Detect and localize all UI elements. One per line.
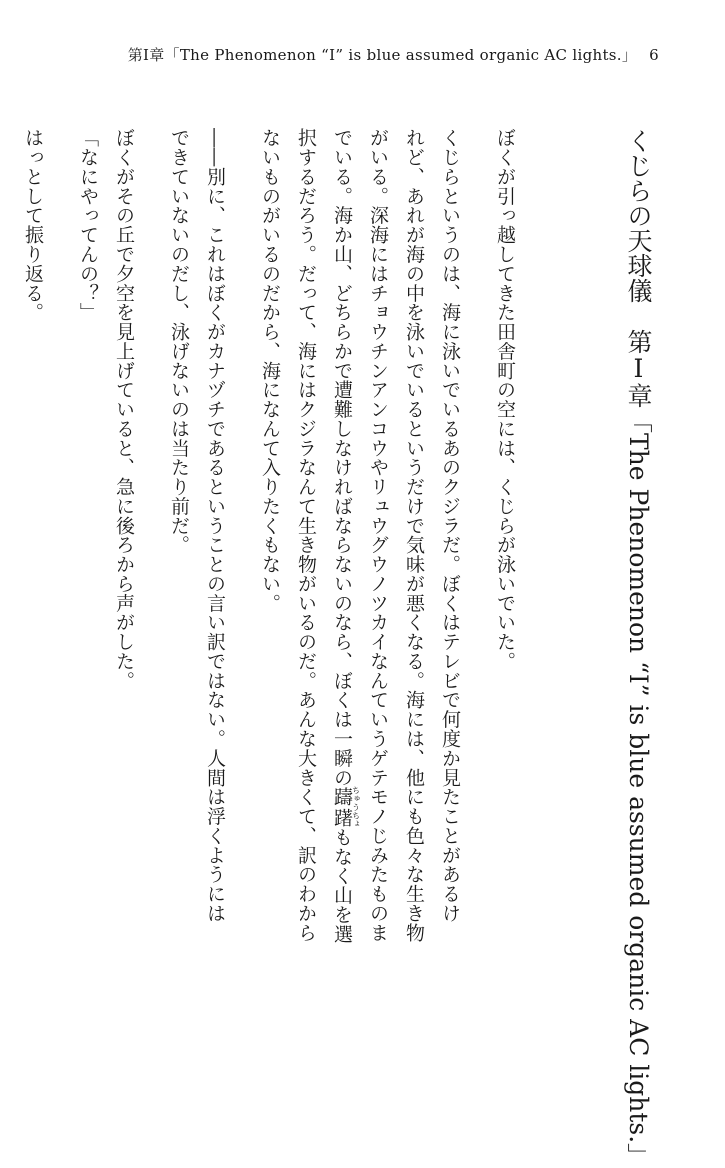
- line-text: もなく山を選: [331, 827, 353, 944]
- book-title: くじらの天球儀: [624, 128, 653, 303]
- paragraph-line: 択するだろう。だって、海にはクジラなんて生き物がいるのだ。あんな大きくて、訳のわから: [295, 128, 317, 942]
- paragraph-line: できていないのだし、泳げないのは当たり前だ。: [168, 128, 190, 555]
- page-number: 6: [649, 46, 659, 64]
- paragraph-line: ぼくがその丘で夕空を見上げていると、急に後ろから声がした。: [113, 128, 135, 691]
- ruby-reading: ちゅうちょ: [351, 786, 361, 829]
- ruby-word: 躊躇ちゅうちょ: [331, 786, 361, 829]
- paragraph-line: はっとして振り返る。: [22, 128, 44, 322]
- paragraph-line: くじらというのは、海に泳いでいるあのクジラだ。ぼくはテレビで何度か見たことがあるけ: [439, 128, 461, 923]
- line-text: でいる。海か山、どちらかで遭難しなければならないのなら、ぼくは一瞬の: [331, 128, 353, 787]
- paragraph-line: [0, 128, 15, 968]
- paragraph-line: ――別に、これはぼくがカナヅチであるということの言い訳ではない。人間は浮くようには: [204, 128, 226, 923]
- paragraph-line: がいる。深海にはチョウチンアンコウやリュウグウノツカイなんていうゲテモノじみたものま: [367, 128, 389, 942]
- paragraph-line: ないものがいるのだから、海になんて入りたくもない。: [259, 128, 281, 613]
- paragraph-line: [324, 128, 360, 968]
- paragraph-line: ぼくが引っ越してきた田舎町の空には、くじらが泳いでいた。: [494, 128, 516, 671]
- dialogue-line: 「なにやってんの？」: [77, 128, 99, 322]
- body-text: [22, 128, 542, 968]
- running-header-chapter: 第Ⅰ章「The Phenomenon “I” is blue assumed organic AC lights.」: [127, 46, 638, 64]
- chapter-heading: 第Ⅰ章「The Phenomenon “I” is blue assumed organic AC lights.」: [624, 329, 653, 1168]
- chapter-title: [626, 128, 651, 1168]
- running-header: [128, 44, 659, 65]
- paragraph-line: れど、あれが海の中を泳いでいるというだけで気味が悪くなる。海には、他にも色々な生き物: [403, 128, 425, 942]
